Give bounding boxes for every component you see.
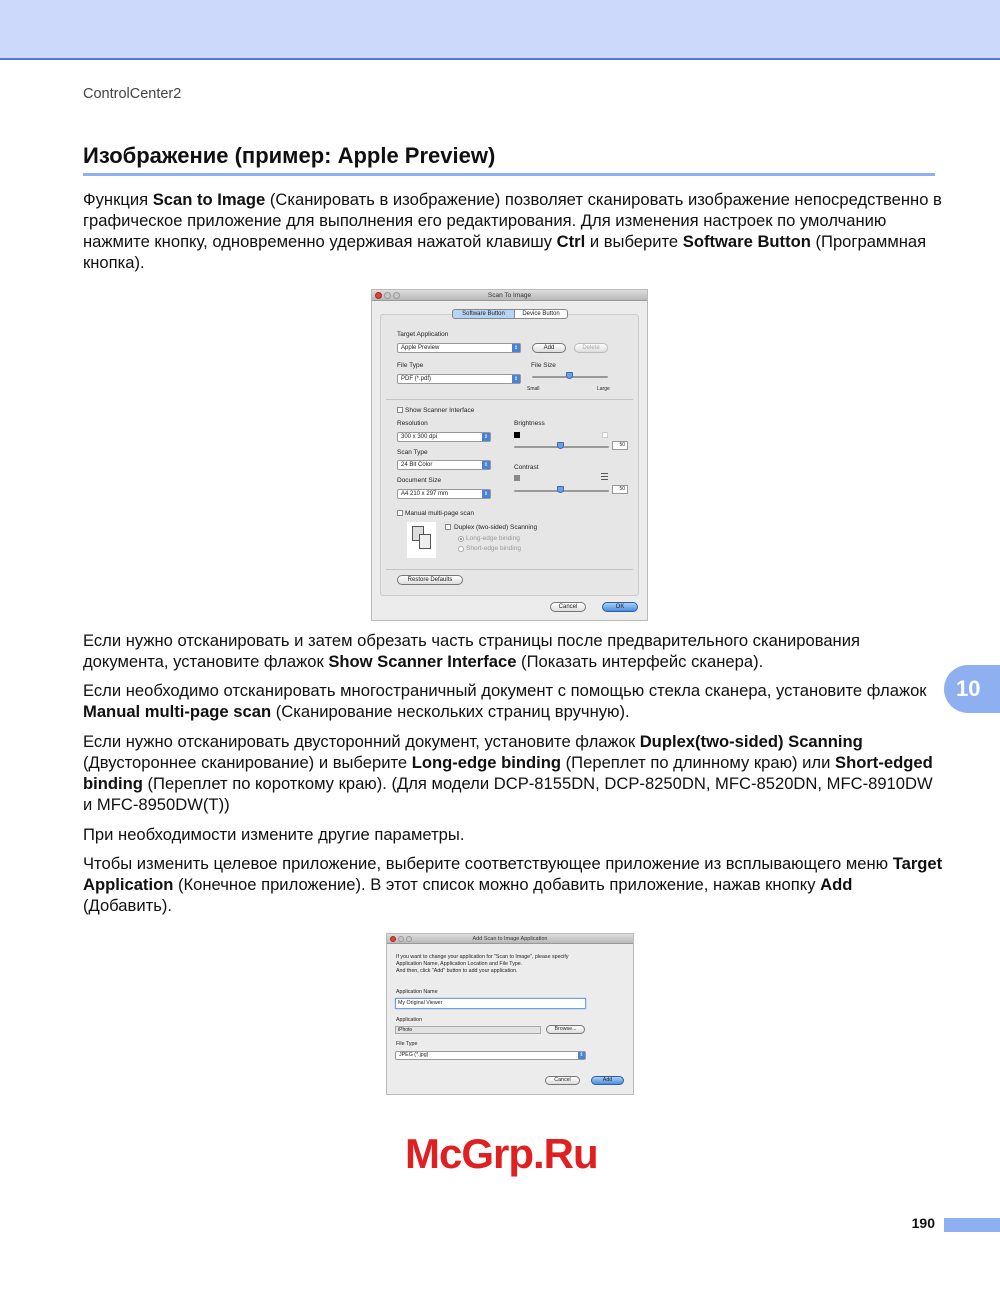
selected-value: A4 210 x 297 mm (401, 491, 449, 497)
text-run: Если необходимо отсканировать многостраничный документ с помощью стекла сканера, установите флажок (83, 681, 927, 700)
page-title: Изображение (пример: Apple Preview) (83, 143, 935, 176)
file-size-min-label: Small (527, 386, 540, 392)
text-run: Функция (83, 190, 153, 209)
show-scanner-interface-label: Show Scanner Interface (405, 407, 475, 414)
bold-term: Long-edge binding (411, 753, 562, 772)
browse-button[interactable]: Browse... (546, 1025, 585, 1034)
brightness-value[interactable]: 50 (612, 441, 628, 450)
file-size-max-label: Large (597, 386, 610, 392)
text-run: Чтобы изменить целевое приложение, выберите соответствующее приложение из всплывающего меню (83, 854, 893, 873)
bold-term: Ctrl (556, 232, 586, 251)
cancel-button[interactable]: Cancel (545, 1076, 580, 1085)
chevron-updown-icon: ⇕ (483, 491, 489, 497)
chapter-tab: 10 (944, 665, 1000, 713)
selected-value: 24 Bit Color (401, 462, 433, 468)
selected-value: PDF (*.pdf) (401, 376, 432, 382)
target-application-select[interactable] (397, 343, 521, 353)
selected-value: 300 x 300 dpi (401, 434, 438, 440)
low-contrast-icon (514, 475, 520, 481)
zoom-icon[interactable] (393, 292, 400, 299)
bold-term: Short-edged binding (83, 753, 933, 793)
paragraph (83, 853, 943, 916)
dark-icon (514, 432, 520, 438)
text-run: (Переплет по короткому краю). (Для модели DCP-8155DN, DCP-8250DN, MFC-8520DN, MFC-8910DW и MFC-8950DW(T)) (83, 774, 933, 814)
bold-term: Manual multi-page scan (83, 702, 272, 721)
short-edge-radio[interactable] (458, 546, 464, 552)
resolution-select[interactable] (397, 432, 491, 442)
contrast-label: Contrast (514, 464, 539, 471)
text-run: (Сканирование нескольких страниц вручную). (271, 702, 630, 721)
text-run: (Сканировать в изображение) позволяет сканировать изображение непосредственно в графическое приложение для выполнения его редактирования. Для изменения настроек по умолчанию нажмите кнопку, одновременно удерживая нажатой клавишу (83, 190, 942, 251)
text-run: При необходимости измените другие параметры. (83, 825, 465, 844)
close-icon[interactable] (390, 936, 396, 942)
minimize-icon[interactable] (384, 292, 391, 299)
bold-term: Show Scanner Interface (328, 652, 517, 671)
selected-value: JPEG (*.jpg) (399, 1052, 429, 1058)
manual-multi-page-label: Manual multi-page scan (405, 510, 475, 517)
resolution-label: Resolution (397, 420, 428, 427)
high-contrast-icon (601, 473, 608, 480)
document-size-label: Document Size (397, 477, 442, 484)
brightness-slider-thumb[interactable] (557, 442, 564, 449)
scan-type-label: Scan Type (397, 449, 428, 456)
instruction-line: And then, click "Add" button to add your application. (396, 968, 518, 974)
short-edge-label: Short-edge binding (466, 545, 521, 552)
restore-defaults-button[interactable]: Restore Defaults (397, 575, 463, 585)
add-button[interactable]: Add (532, 343, 566, 353)
divider (386, 399, 633, 400)
text-run: (Конечное приложение). В этот список можно добавить приложение, нажав кнопку (173, 875, 821, 894)
chevron-updown-icon: ⇕ (513, 345, 519, 351)
zoom-icon[interactable] (406, 936, 412, 942)
manual-multi-page-checkbox[interactable] (397, 510, 403, 516)
duplex-label: Duplex (two-sided) Scanning (454, 524, 538, 531)
divider (386, 569, 633, 570)
tab-device-button[interactable]: Device Button (514, 309, 568, 319)
chevron-updown-icon: ⇕ (513, 376, 519, 382)
chevron-updown-icon: ⇕ (483, 434, 489, 440)
show-scanner-interface-checkbox[interactable] (397, 407, 403, 413)
paragraph (83, 731, 943, 815)
close-icon[interactable] (375, 292, 382, 299)
document-size-select[interactable] (397, 489, 491, 499)
paragraph (83, 630, 943, 672)
app-name-label: Application Name (396, 989, 438, 995)
application-path-field: iPhoto (395, 1026, 541, 1034)
app-name-input[interactable]: My Original Viewer (395, 998, 586, 1009)
file-type-select[interactable] (395, 1051, 586, 1060)
page-header-band (0, 0, 1000, 60)
instruction-line: If you want to change your application for "Scan to Image", please specify (396, 954, 569, 960)
minimize-icon[interactable] (398, 936, 404, 942)
page-number: 190 (911, 1215, 935, 1231)
file-size-slider-thumb[interactable] (566, 372, 573, 379)
bold-term: Target Application (83, 854, 943, 894)
add-application-dialog (386, 933, 634, 1095)
paragraph (83, 680, 943, 722)
text-run: (Программная кнопка). (83, 232, 927, 272)
text-run: (Показать интерфейс сканера). (516, 652, 764, 671)
contrast-value[interactable]: 50 (612, 485, 628, 494)
application-label: Application (396, 1017, 422, 1023)
paragraph (83, 189, 943, 273)
file-type-label: File Type (397, 362, 424, 369)
target-application-label: Target Application (397, 331, 449, 338)
add-button[interactable]: Add (591, 1076, 624, 1085)
scan-to-image-dialog (371, 289, 648, 621)
file-type-label: File Type (396, 1041, 418, 1047)
duplex-document-icon (407, 522, 436, 558)
section-header: ControlCenter2 (83, 86, 182, 102)
dialog-title: Scan To Image (372, 290, 647, 301)
contrast-slider-thumb[interactable] (557, 486, 564, 493)
duplex-checkbox[interactable] (445, 524, 451, 530)
bold-term: Add (820, 875, 853, 894)
instruction-line: Application Name, Application Location and File Type. (396, 961, 523, 967)
brightness-label: Brightness (514, 420, 545, 427)
tab-software-button[interactable]: Software Button (452, 309, 515, 319)
bold-term: Scan to Image (152, 190, 266, 209)
bold-term: Software Button (682, 232, 811, 251)
file-size-label: File Size (531, 362, 556, 369)
text-run: и выберите (585, 232, 683, 251)
text-run: Если нужно отсканировать двусторонний документ, установите флажок (83, 732, 640, 751)
ok-button[interactable]: OK (602, 602, 638, 612)
selected-value: Apple Preview (401, 345, 440, 351)
long-edge-label: Long-edge binding (466, 535, 520, 542)
chevron-updown-icon: ⇕ (579, 1052, 584, 1058)
paragraph (83, 824, 943, 845)
text-run: Если нужно отсканировать и затем обрезать часть страницы после предварительного сканирования документа, установите флажок (83, 631, 860, 671)
file-type-select[interactable] (397, 374, 521, 384)
text-run: (Переплет по длинному краю) или (561, 753, 835, 772)
dialog-title: Add Scan to Image Application (387, 934, 633, 944)
text-run: (Двустороннее сканирование) и выберите (83, 753, 412, 772)
cancel-button[interactable]: Cancel (550, 602, 586, 612)
page-number-bar (944, 1218, 1000, 1232)
delete-button[interactable]: Delete (574, 343, 608, 353)
light-icon (602, 432, 608, 438)
long-edge-radio[interactable] (458, 536, 464, 542)
text-run: (Добавить). (83, 896, 172, 915)
watermark: McGrp.Ru (405, 1130, 598, 1177)
scan-type-select[interactable] (397, 460, 491, 470)
bold-term: Duplex(two-sided) Scanning (639, 732, 863, 751)
chevron-updown-icon: ⇕ (483, 462, 489, 468)
